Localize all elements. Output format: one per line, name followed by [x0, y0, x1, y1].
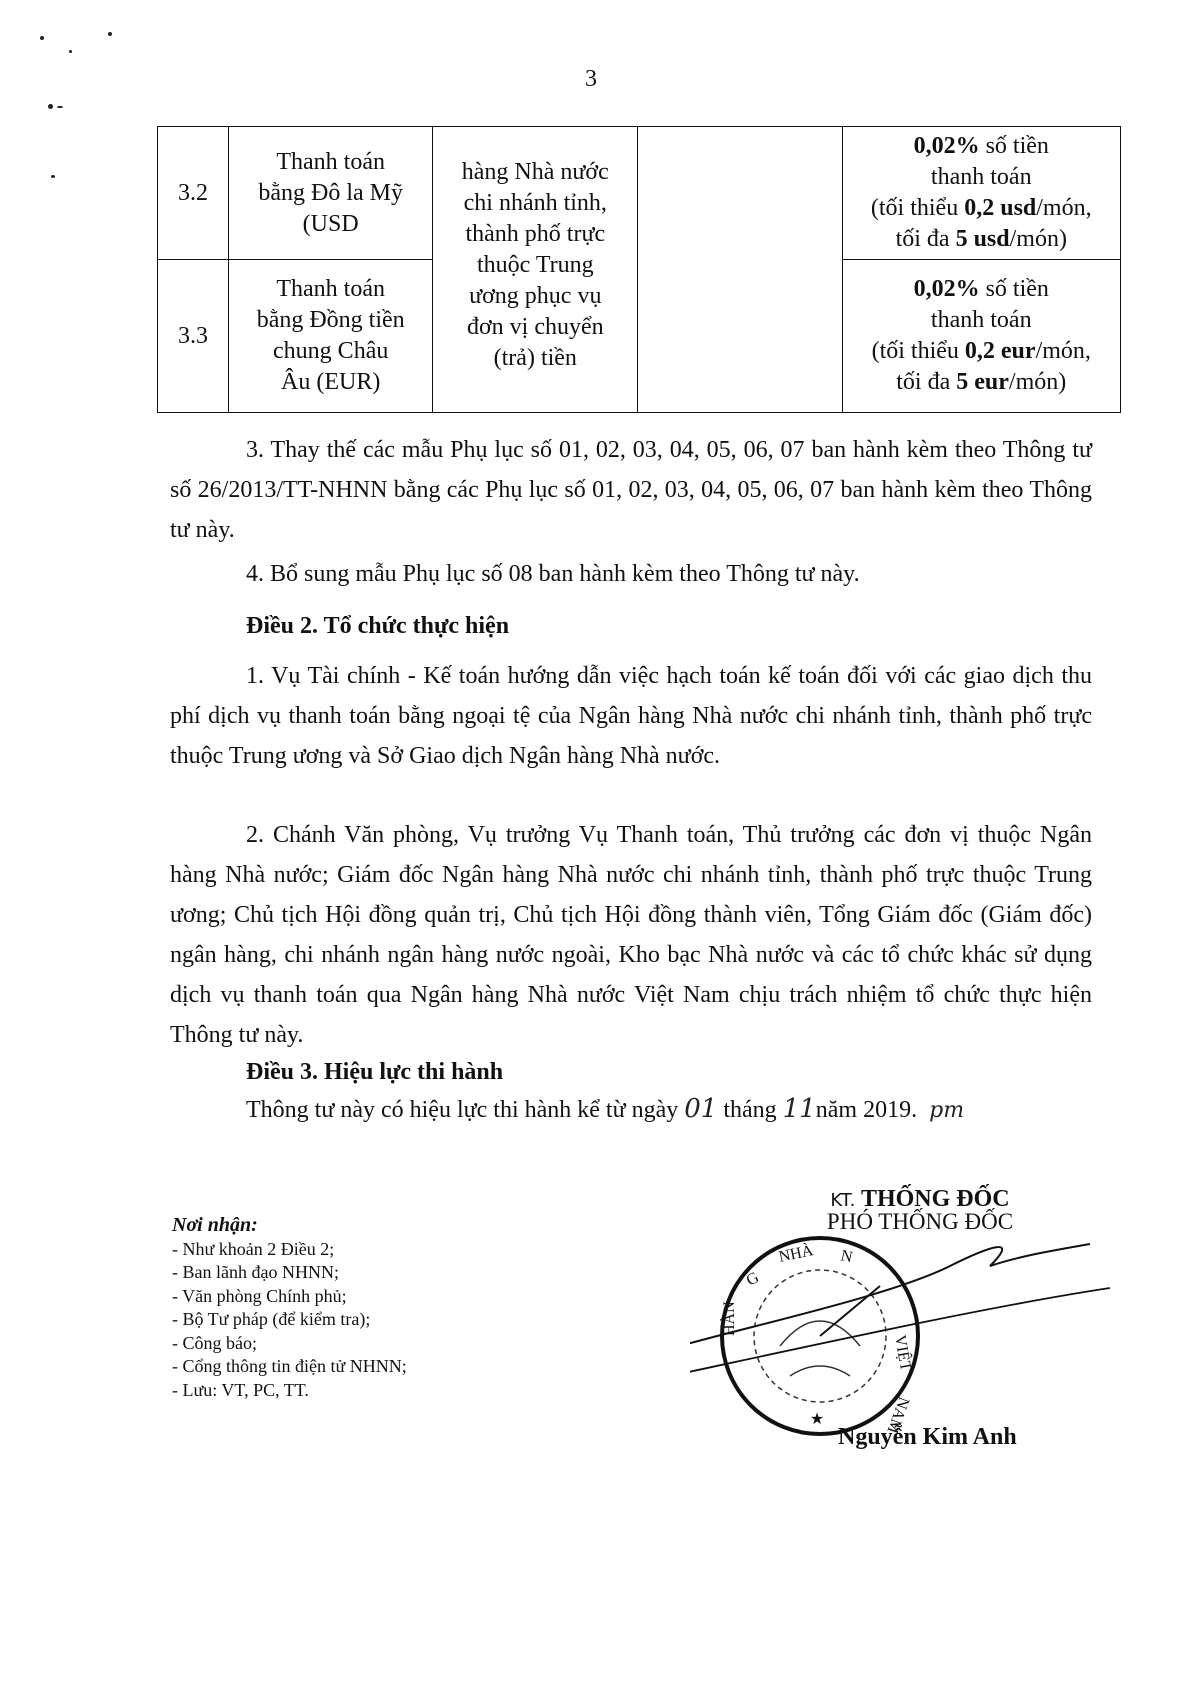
- cell-line: Âu (EUR): [281, 369, 381, 395]
- cell-line: chung Châu: [273, 338, 389, 364]
- svg-text:G: G: [743, 1268, 763, 1290]
- svg-text:NAM: NAM: [883, 1394, 913, 1436]
- cell-line: Thanh toán: [276, 276, 385, 302]
- svg-text:N: N: [839, 1247, 855, 1267]
- cell-line: hàng Nhà nước: [461, 159, 609, 185]
- recipients-title: Nơi nhận:: [172, 1214, 258, 1236]
- scan-speck: [51, 175, 55, 178]
- cell-line: chi nhánh tỉnh,: [463, 190, 607, 216]
- cell-line: thanh toán: [930, 164, 1032, 190]
- kt-prefix: KT.: [830, 1190, 856, 1211]
- scan-speck: [57, 106, 63, 108]
- recipient-item: - Văn phòng Chính phủ;: [172, 1285, 347, 1306]
- row-number: 3.3: [158, 260, 229, 413]
- cell-line: (trả) tiền: [493, 345, 577, 371]
- table-row: [158, 127, 1121, 260]
- cell-line: (tối thiểu 0,2 usd/món,: [870, 195, 1092, 221]
- handwritten-month: 11: [782, 1094, 816, 1124]
- scan-speck: [40, 36, 44, 40]
- recipients-list: [172, 1214, 407, 1402]
- cell-line: bằng Đồng tiền: [256, 307, 405, 333]
- fee-rate: [842, 260, 1121, 413]
- cell-line: đơn vị chuyển: [466, 314, 604, 340]
- cell-line: Thanh toán: [276, 148, 385, 175]
- payment-type: [228, 260, 433, 413]
- cell-line: thuộc Trung: [476, 252, 594, 278]
- empty-cell: [638, 127, 842, 413]
- cell-line: (tối thiểu 0,2 eur/món,: [871, 338, 1091, 364]
- payment-type: [228, 127, 433, 260]
- signer-role: PHÓ THỐNG ĐỐC: [826, 1209, 1014, 1234]
- recipient-item: - Cổng thông tin điện tử NHNN;: [172, 1356, 407, 1376]
- clause-3: 3. Thay thế các mẫu Phụ lục số 01, 02, 03, 04, 05, 06, 07 ban hành kèm theo Thông tư số 26/2013/TT-NHNN bằng các Phụ lục số 01, 02, 03, 04, 05, 06, 07 ban hành kèm theo Thông tư này.: [170, 437, 1092, 543]
- scan-speck: [48, 104, 53, 109]
- cell-line: 0,02% số tiền: [913, 133, 1049, 159]
- article-2-clause-2: 2. Chánh Văn phòng, Vụ trưởng Vụ Thanh toán, Thủ trưởng các đơn vị thuộc Ngân hàng Nhà nước; Giám đốc Ngân hàng Nhà nước chi nhánh tỉnh, thành phố trực thuộc Trung ương; Chủ tịch Hội đồng quản trị, Chủ tịch Hội đồng thành viên, Tổng Giám đốc (Giám đốc) ngân hàng, chi nhánh ngân hàng nước ngoài, Kho bạc Nhà nước và các tổ chức khác sử dụng dịch vụ thanh toán qua Ngân hàng Nhà nước Việt Nam chịu trách nhiệm tổ chức thực hiện Thông tư này.: [170, 822, 1092, 1048]
- cell-line: tối đa 5 usd/món): [895, 226, 1067, 252]
- svg-text:VIỆT: VIỆT: [891, 1333, 915, 1373]
- recipient-item: - Công báo;: [172, 1332, 257, 1353]
- recipient-item: - Bộ Tư pháp (để kiểm tra);: [172, 1309, 371, 1329]
- scan-speck: [108, 32, 112, 36]
- recipient-item: - Lưu: VT, PC, TT.: [172, 1379, 309, 1400]
- service-unit: [433, 127, 638, 413]
- effective-date-line: [246, 1094, 964, 1124]
- cell-line: (USD: [302, 210, 359, 237]
- handwritten-initials: pm: [929, 1098, 965, 1123]
- svg-text:★: ★: [809, 1411, 825, 1428]
- effective-date-text: Thông tư này có hiệu lực thi hành kể từ ngày: [246, 1097, 685, 1123]
- cell-line: ương phục vụ: [469, 283, 602, 309]
- month-label: tháng: [717, 1097, 783, 1123]
- scan-speck: [69, 50, 72, 53]
- article-2-heading: Điều 2. Tổ chức thực hiện: [246, 613, 510, 639]
- page-number: 3: [585, 66, 597, 92]
- signer-name: Nguyễn Kim Anh: [838, 1424, 1017, 1450]
- cell-line: tối đa 5 eur/món): [896, 369, 1067, 395]
- recipient-item: - Ban lãnh đạo NHNN;: [172, 1262, 339, 1282]
- cell-line: thanh toán: [930, 307, 1032, 333]
- article-3-heading: Điều 3. Hiệu lực thi hành: [246, 1059, 504, 1085]
- article-2-clause-1: 1. Vụ Tài chính - Kế toán hướng dẫn việc hạch toán kế toán đối với các giao dịch thu phí dịch vụ thanh toán bằng ngoại tệ của Ngân hàng Nhà nước chi nhánh tỉnh, thành phố trực thuộc Trung ương và Sở Giao dịch Ngân hàng Nhà nước.: [170, 663, 1092, 769]
- clause-4: 4. Bổ sung mẫu Phụ lục số 08 ban hành kèm theo Thông tư này.: [246, 561, 860, 587]
- cell-line: thành phố trực: [465, 221, 606, 247]
- cell-line: 0,02% số tiền: [913, 276, 1049, 302]
- recipient-item: - Như khoản 2 Điều 2;: [172, 1238, 335, 1259]
- row-number: 3.2: [158, 127, 229, 260]
- official-seal-icon: [690, 1226, 1110, 1446]
- fee-table: [157, 126, 1121, 413]
- year-text: năm 2019.: [815, 1097, 918, 1123]
- svg-text:NHÀ: NHÀ: [777, 1242, 815, 1266]
- handwritten-day: 01: [684, 1094, 718, 1124]
- svg-text:HÀN: HÀN: [721, 1301, 738, 1336]
- fee-rate: [842, 127, 1121, 260]
- governor-title: THỐNG ĐỐC: [860, 1186, 1010, 1212]
- cell-line: bằng Đô la Mỹ: [258, 179, 404, 206]
